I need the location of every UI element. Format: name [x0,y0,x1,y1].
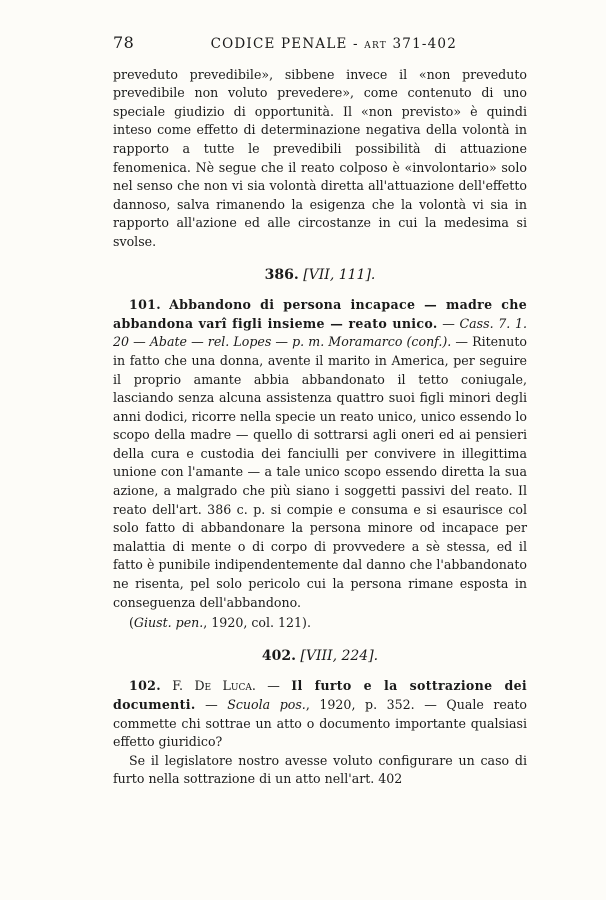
case-body: , 1920, p. 352. — Quale reato commette chi sottrae un atto o documento importante qualsiasi effetto giuridico? [113,697,527,750]
case-101 [113,296,527,612]
journal: Scuola pos. [227,697,306,712]
case-title: Abbandono di persona incapace — madre che abbandona varî figli insieme — reato unico. [113,297,528,331]
book-page [113,34,527,789]
dash: — [437,315,460,331]
dash: — [195,697,228,712]
author: F. De Luca. [172,678,256,694]
article-ref: [VII, 111]. [303,266,376,283]
case-number: 102. [129,678,161,694]
parties: Abate — rel. Lopes — p. m. Moramarco (conf.). [149,334,452,350]
running-title: CODICE PENALE - art 371-402 [210,36,457,52]
source-rest: , 1920, col. 121). [203,615,311,631]
page-number: 78 [113,33,135,52]
case-number: 101. [129,297,161,313]
article-386-heading [113,266,527,285]
case-body: — Ritenuto in fatto che una donna, avente il marito in America, per seguire il proprio amante abbia abbandonato il tetto coniugale, lasciando senza alcuna assistenza quattro suoi figli minori degli anni dodici, ricorre nella specie un reato unico, unico essendo lo scopo della madre — quello di sottrarsi agli oneri ed ai pensieri della cura e custodia dei fanciulli per convivere in illegittima unione con l'amante — a tale unico scopo essendo diretta la sua azione, a malgrado che più siano i soggetti passivi del reato. Il reato dell'art. 386 c. p. si compie e consuma e si esaurisce col solo fatto di abbandonare la persona minore od incapace per malattia di mente o di corpo di provvedere a sè stessa, ed il fatto è punibile indipendentemente dal danno che l'abbandonato ne risenta, pel solo pericolo cui la persona rimane esposta in conseguenza dell'abbandono. [113,334,527,610]
dash: — [255,678,292,694]
case-101-source [113,614,527,633]
article-ref: [VIII, 224]. [300,647,379,664]
closing-paragraph: Se il legislatore nostro avesse voluto configurare un caso di furto nella sottrazione di un atto nell'art. 402 [113,752,527,787]
article-number: 386. [264,266,299,283]
article-402-heading [113,647,527,666]
case-title: Il furto e la sottrazione dei documenti. [113,678,527,712]
source-journal: Giust. pen. [133,615,204,631]
dash: — [129,334,150,350]
intro-paragraph: preveduto prevedibile», sibbene invece il «non preveduto prevedibile non voluto prevedere», come contenuto di uno speciale giudizio di opportunità. Il «non previsto» è quindi inteso come effetto di determinazione negativa della volontà in rapporto a tutte le prevedibili possibilità di attuazione fenomenica. Nè segue che il reato colposo è «involontario» solo nel senso che non vi sia volontà diretta all'attuazione dell'effetto dannoso, salva rimanendo la esigenza che la volontà vi sia in rapporto all'azione ed alle circostanze in cui la medesima si svolse. [113,66,527,249]
case-102 [113,677,527,751]
court-citation: Cass. 7. 1. 20 [113,315,527,350]
article-number: 402. [261,647,296,664]
page-header [113,34,527,54]
paren: ( [129,615,134,631]
